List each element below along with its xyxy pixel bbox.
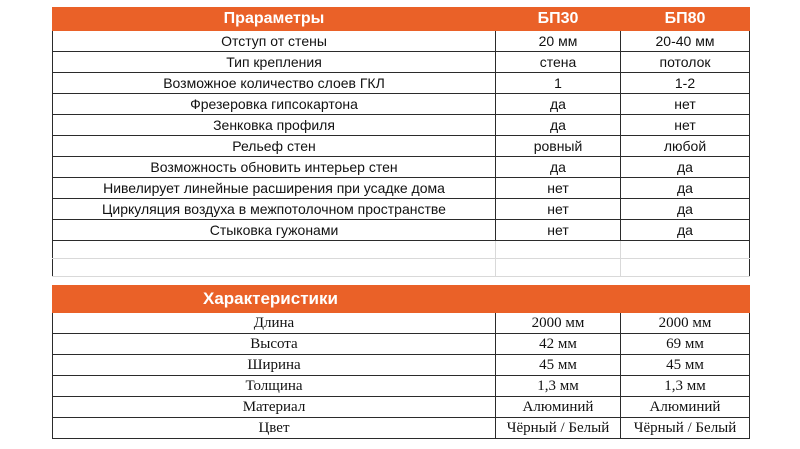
bp30-value-cell: да: [496, 94, 621, 115]
table-row: [53, 376, 750, 397]
table-row: [53, 220, 750, 241]
bp80-value-cell: да: [621, 220, 750, 241]
bp30-value-cell: 1,3 мм: [496, 376, 621, 397]
bp80-value-cell: 20-40 мм: [621, 31, 750, 52]
table-row: [53, 31, 750, 52]
bp80-value-cell: да: [621, 157, 750, 178]
bp80-value-cell: 1-2: [621, 73, 750, 94]
bp30-value-cell: да: [496, 115, 621, 136]
bp80-value-cell: 69 мм: [621, 334, 750, 355]
parameters-table: [52, 7, 750, 277]
bp80-value-cell: потолок: [621, 52, 750, 73]
bp30-value-cell: стена: [496, 52, 621, 73]
table-row: [53, 334, 750, 355]
bp30-value-cell: нет: [496, 199, 621, 220]
bp30-value-cell: ровный: [496, 136, 621, 157]
characteristic-name-cell: Материал: [53, 397, 496, 418]
characteristics-header-cell: Характеристики: [53, 286, 750, 313]
blank-cell: [496, 259, 621, 277]
bp80-value-cell: нет: [621, 94, 750, 115]
bp80-value-cell: Алюминий: [621, 397, 750, 418]
characteristic-name-cell: Ширина: [53, 355, 496, 376]
bp30-value-cell: нет: [496, 220, 621, 241]
characteristics-table-body: [53, 286, 750, 439]
bp80-value-cell: 1,3 мм: [621, 376, 750, 397]
parameter-name-cell: Циркуляция воздуха в межпотолочном пространстве: [53, 199, 496, 220]
bp80-value-cell: Чёрный / Белый: [621, 418, 750, 439]
bp30-value-cell: 20 мм: [496, 31, 621, 52]
bp80-value-cell: да: [621, 178, 750, 199]
parameter-name-cell: Нивелирует линейные расширения при усадке дома: [53, 178, 496, 199]
table-row: [53, 397, 750, 418]
table-row: [53, 94, 750, 115]
blank-cell: [496, 241, 621, 259]
characteristics-header-row: [53, 286, 750, 313]
characteristics-table: [52, 285, 750, 439]
table-row: [53, 199, 750, 220]
table-row: [53, 52, 750, 73]
blank-row: [53, 259, 750, 277]
table-row: [53, 73, 750, 94]
parameters-header-cell: Прараметры: [53, 8, 496, 31]
bp30-value-cell: да: [496, 157, 621, 178]
parameter-name-cell: Стыковка гужонами: [53, 220, 496, 241]
blank-row: [53, 241, 750, 259]
bp30-header-cell: БП30: [496, 8, 621, 31]
bp80-value-cell: нет: [621, 115, 750, 136]
bp80-header-cell: БП80: [621, 8, 750, 31]
table-row: [53, 157, 750, 178]
characteristic-name-cell: Высота: [53, 334, 496, 355]
blank-cell: [621, 241, 750, 259]
parameter-name-cell: Возможное количество слоев ГКЛ: [53, 73, 496, 94]
table-row: [53, 418, 750, 439]
parameter-name-cell: Зенковка профиля: [53, 115, 496, 136]
characteristic-name-cell: Длина: [53, 313, 496, 334]
parameter-name-cell: Возможность обновить интерьер стен: [53, 157, 496, 178]
parameters-table-body: [53, 8, 750, 277]
characteristic-name-cell: Цвет: [53, 418, 496, 439]
bp80-value-cell: да: [621, 199, 750, 220]
bp80-value-cell: 2000 мм: [621, 313, 750, 334]
parameter-name-cell: Отступ от стены: [53, 31, 496, 52]
bp80-value-cell: 45 мм: [621, 355, 750, 376]
parameters-header-row: [53, 8, 750, 31]
parameter-name-cell: Тип крепления: [53, 52, 496, 73]
bp80-value-cell: любой: [621, 136, 750, 157]
parameter-name-cell: Рельеф стен: [53, 136, 496, 157]
bp30-value-cell: Чёрный / Белый: [496, 418, 621, 439]
table-row: [53, 115, 750, 136]
table-row: [53, 313, 750, 334]
characteristic-name-cell: Толщина: [53, 376, 496, 397]
table-row: [53, 136, 750, 157]
bp30-value-cell: 42 мм: [496, 334, 621, 355]
bp30-value-cell: нет: [496, 178, 621, 199]
table-row: [53, 178, 750, 199]
bp30-value-cell: Алюминий: [496, 397, 621, 418]
blank-cell: [53, 241, 496, 259]
bp30-value-cell: 1: [496, 73, 621, 94]
bp30-value-cell: 2000 мм: [496, 313, 621, 334]
blank-cell: [621, 259, 750, 277]
parameter-name-cell: Фрезеровка гипсокартона: [53, 94, 496, 115]
bp30-value-cell: 45 мм: [496, 355, 621, 376]
table-row: [53, 355, 750, 376]
blank-cell: [53, 259, 496, 277]
